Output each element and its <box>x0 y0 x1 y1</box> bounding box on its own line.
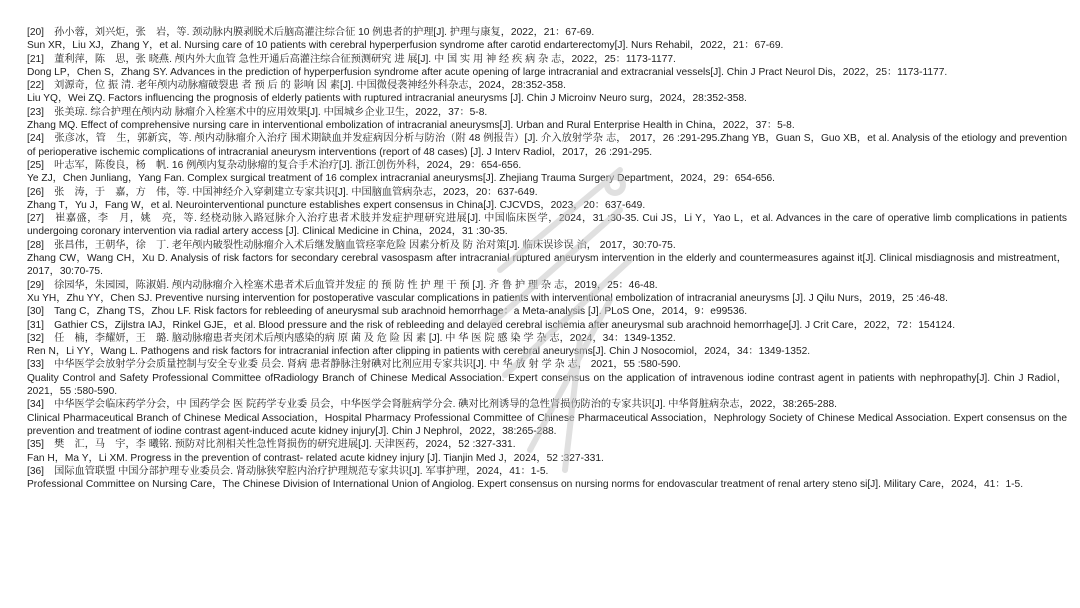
reference-line: [22] 刘源奇，位 振 清. 老年颅内动脉瘤破裂患 者 预 后 的 影响 因 素[J]. 中国微侵袭神经外科杂志，2024，28:352-358. <box>27 80 566 92</box>
reference-line: Zhang MQ. Effect of comprehensive nursing care in interventional embolization of intracranial aneurysms[J]. Urban and Rural Enterprise Health in China，2022，37：5-8. <box>27 120 795 132</box>
reference-line: [30] Tang C，Zhang TS，Zhou LF. Risk factors for rebleeding of aneurysmal sub arachnoid hemorrhage：a Meta-analysis [J]. PLoS One，2014，9：e99536. <box>27 306 748 318</box>
reference-line: Clinical Pharmaceutical Branch of Chinese Medical Association，Hospital Pharmacy Professional Committee of Chinese Pharmaceutical Association，Nephrology Society of Chinese Medical Association. Expert consensus on the prevention and treatment of iodine contrast agent-induced acute kidney injury[J]. Chin J Nephrol，2022，38:265-288. <box>27 412 1067 437</box>
reference-line: Xu YH，Zhu YY，Chen SJ. Preventive nursing intervention for postoperative vascular complications in patients with interventional embolization of intracranial aneurysms [J]. J Qilu Nurs，2019，25 :46-48. <box>27 292 948 304</box>
reference-line: [24] 张彦冰，管 生，郭新宾，等. 颅内动脉瘤介入治疗 围术期缺血并发症病因分析与防治（附 48 例报告）[J]. 介入放射学杂 志， 2017，26 :291-295.Zhang YB，Guan S，Guo XB，et al. Analysis of the etiology and prevention of perioperative ischemic complications of intracranial aneurysm interventions (report of 48 cases) [J]. J Interv Radiol，2017，26 :291-295. <box>27 133 1067 158</box>
reference-line: [29] 徐园华，朱园园，陈淑娟. 颅内动脉瘤介入栓塞术患者术后血管并发症 的 预 防 性 护 理 干 预 [J]. 齐 鲁 护 理 杂 志，2019，25：46-48. <box>27 279 658 291</box>
reference-line: Dong LP，Chen S，Zhang SY. Advances in the prediction of hyperperfusion syndrome after acute opening of large intracranial and extracranial vessels[J]. Chin J Pract Neurol Dis，2022，25：1173-1177. <box>27 66 948 78</box>
reference-line: Ren N，Li YY，Wang L. Pathogens and risk factors for intracranial infection after clipping in patients with cerebral aneurysms[J]. Chin J Nosocomiol，2024，34：1349-1352. <box>27 346 811 358</box>
reference-line: [35] 樊 汇，马 宇，李 曦铭. 预防对比剂相关性急性肾损伤的研究进展[J]. 天津医药，2024，52 :327-331. <box>27 439 516 451</box>
reference-line: Zhang CW，Wang CH，Xu D. Analysis of risk factors for secondary cerebral vasospasm after intracranial ruptured aneurysm intervention in the elderly and countermeasures against it[J]. Clinical misdiagnosis and mistreatment，2017，30:70-75. <box>27 253 1067 278</box>
reference-line: Quality Control and Safety Professional Committee ofRadiology Branch of Chinese Medical Association. Expert consensus on the application of intravenous iodine contrast agent in patients with nephropathy[J]. Chin J Radiol，2021，55 :580-590. <box>27 372 1067 398</box>
reference-line: [25] 叶志军，陈俊良，杨 帆. 16 例颅内复杂动脉瘤的复合手术治疗[J]. 浙江创伤外科，2024，29：654-656. <box>27 159 522 171</box>
reference-line: [27] 崔嘉盛，李 月，姚 亮，等. 经桡动脉入路冠脉介入治疗患者术肢并发症护理研究进展[J]. 中国临床医学，2024，31 :30-35. Cui JS，Li Y，Yao L，et al. Advances in the care of operative limb complications in patients undergoing coronary intervention via radial artery access [J]. Clinical Medicine in China，2024，31 :30-35. <box>27 213 1067 238</box>
reference-line: [21] 董利萍，陈 思，张 晓燕. 颅内外大血管 急性开通后高灌注综合征预测研究 进 展[J]. 中 国 实 用 神 经 疾 病 杂 志，2022，25：1173-1177. <box>27 53 676 65</box>
reference-line: [33] 中华医学会放射学分会质量控制与安全专业委 员会. 肾病 患者静脉注射碘对比剂应用专家共识[J]. 中 华 放 射 学 杂 志， 2021，55 :580-590. <box>27 359 681 371</box>
reference-line: [32] 任 楠，李耀妍，王 璐. 脑动脉瘤患者夹闭术后颅内感染的病 原 菌 及 危 险 因 素 [J]. 中 华 医 院 感 染 学 杂 志，2024，34：1349-1352. <box>27 332 676 344</box>
reference-line: [28] 张昌伟，王朝华，徐 丁. 老年颅内破裂性动脉瘤介入术后继发脑血管痉挛危险 因素分析及 防 治对策[J]. 临床误诊误 治， 2017，30:70-75. <box>27 239 676 251</box>
reference-line: [20] 孙小蓉，刘兴炬，张 岩，等. 颈动脉内膜剥脱术后脑高灌注综合征 10 例患者的护理[J]. 护理与康复，2022，21：67-69. <box>27 27 595 38</box>
reference-line: Liu YQ，Wei ZQ. Factors influencing the prognosis of elderly patients with ruptured intracranial aneurysms [J]. Chin J Microinv Neuro surg，2024，28:352-358. <box>27 93 747 105</box>
reference-line: [26] 张 涛，于 嘉，方 伟，等. 中国神经介入穿刺建立专家共识[J]. 中国脑血管病杂志，2023，20：637-649. <box>27 186 538 198</box>
reference-line: [34] 中华医学会临床药学分会，中 国药学会 医 院药学专业委 员会，中华医学会肾脏病学分会. 碘对比剂诱导的急性肾损伤防治的专家共识[J]. 中华肾脏病杂志，2022，38:265-288. <box>27 399 837 411</box>
reference-line: Fan H，Ma Y，Li XM. Progress in the prevention of contrast- related acute kidney injury [J]. Tianjin Med J，2024，52 :327-331. <box>27 452 604 464</box>
reference-line: [31] Gathier CS，Zijlstra IAJ，Rinkel GJE，et al. Blood pressure and the risk of rebleeding and delayed cerebral ischemia after aneurysmal sub arachnoid hemorrhage[J]. J Crit Care，2022，72：154124. <box>27 319 956 331</box>
reference-line: Zhang T，Yu J，Fang W，et al. Neurointerventional puncture establishes expert consensus in China[J]. CJCVDS，2023，20：637-649. <box>27 199 646 211</box>
reference-line: Ye ZJ，Chen Junliang，Yang Fan. Complex surgical treatment of 16 complex intracranial aneurysms[J]. Zhejiang Trauma Surgery Department，2024，29：654-656. <box>27 173 776 185</box>
reference-line: Professional Committee on Nursing Care，The Chinese Division of International Union of Angiolog. Expert consensus on nursing norms for endovascular treatment of renal artery steno si[J]. Military Care，2024，41：1-5. <box>27 479 1024 491</box>
reference-line: Sun XR，Liu XJ，Zhang Y，et al. Nursing care of 10 patients with cerebral hyperperfusion syndrome after carotid endarterectomy[J]. Nurs Rehabil，2022，21：67-69. <box>27 40 784 52</box>
reference-list <box>27 26 1067 491</box>
reference-line: [36] 国际血管联盟 中国分部护理专业委员会. 肾动脉狭窄腔内治疗护理规范专家共识[J]. 军事护理，2024，41：1-5. <box>27 465 549 477</box>
reference-line: [23] 张美琼. 综合护理在颅内动 脉瘤介入栓塞术中的应用效果[J]. 中国城乡企业卫生，2022，37：5-8. <box>27 106 488 118</box>
